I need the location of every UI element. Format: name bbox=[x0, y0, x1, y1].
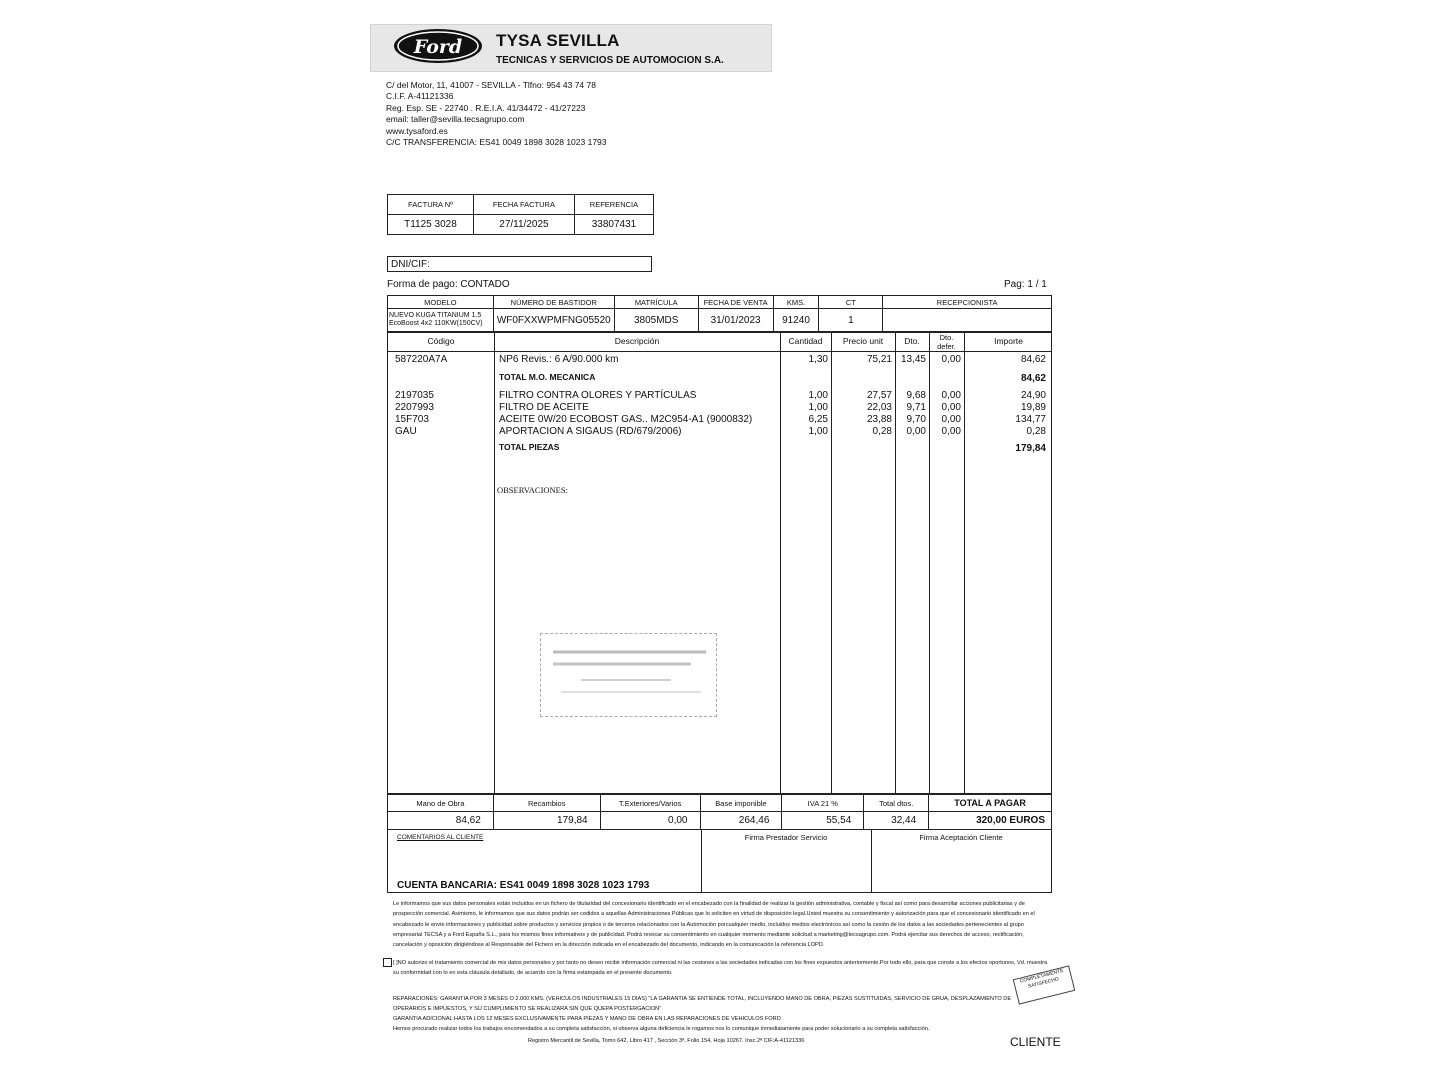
line-defer: 0,00 bbox=[941, 414, 961, 425]
line-importe: 24,90 bbox=[1020, 390, 1046, 401]
modelo-line: EcoBoost 4x2 110KW(150CV) bbox=[389, 320, 483, 327]
firma-cliente: Firma Aceptación Cliente bbox=[919, 833, 1003, 842]
line-precio: 22,03 bbox=[866, 402, 892, 413]
total-piezas-value: 179,84 bbox=[1015, 443, 1046, 454]
totals-header: IVA 21 % bbox=[782, 795, 864, 812]
line-cantidad: 1,00 bbox=[808, 390, 828, 401]
totals-header: Mano de Obra bbox=[388, 795, 494, 812]
registro-mercantil: Registro Mercantil de Sevilla, Tomo 642, Libro 417 , Sección 3ª, Folio 154, Hoja 10267. Insc.2ª CIF:A-41121336 bbox=[528, 1038, 805, 1044]
address-line: Reg. Esp. SE - 22740 . R.E.I.A. 41/34472 - 41/27223 bbox=[386, 102, 586, 113]
line-precio: 0,28 bbox=[872, 426, 892, 437]
dto-defer-line2: defer. bbox=[937, 342, 956, 351]
line-precio: 27,57 bbox=[866, 390, 892, 401]
line-descripcion: NP6 Revis.: 6 A/90.000 km bbox=[499, 354, 619, 365]
reparaciones-block bbox=[393, 994, 1033, 1034]
line-descripcion: ACEITE 0W/20 ECOBOST GAS.. M2C954-A1 (9000832) bbox=[499, 414, 753, 425]
line-descripcion: APORTACION A SIGAUS (RD/679/2006) bbox=[499, 426, 682, 437]
vehicle-kms: 91240 bbox=[773, 309, 819, 332]
dto-defer-line1: Dto. bbox=[939, 333, 954, 342]
total-dtos: 32,44 bbox=[864, 812, 929, 830]
total-iva: 55,54 bbox=[782, 812, 864, 830]
vehicle-header: MODELO bbox=[388, 296, 494, 309]
line-codigo: GAU bbox=[395, 426, 417, 437]
total-a-pagar: 320,00 EUROS bbox=[929, 812, 1052, 830]
address-line: C/ del Motor, 11, 41007 - SEVILLA - Tlfno: 954 43 74 78 bbox=[386, 80, 596, 90]
totals-header: Base imponible bbox=[700, 795, 782, 812]
forma-pago: Forma de pago: CONTADO bbox=[387, 279, 510, 290]
address-line: C.I.F. A-41121336 bbox=[386, 91, 454, 102]
vehicle-header: MATRÍCULA bbox=[614, 296, 698, 309]
line-dto: 9,71 bbox=[906, 402, 926, 413]
totals-table bbox=[387, 794, 1052, 830]
ford-logo bbox=[392, 27, 484, 65]
company-address bbox=[386, 80, 607, 148]
vehicle-recepcionista bbox=[883, 309, 1052, 332]
line-defer: 0,00 bbox=[941, 426, 961, 437]
line-codigo: 2197035 bbox=[395, 390, 434, 401]
reparaciones-text: REPARACIONES: GARANTIA POR 3 MESES O 2.000 KMS. (VEHICULOS INDUSTRIALES 15 DIAS) "LA GARANTIA SE ENTIENDE TOTAL, INCLUYENDO MANO DE OBRA, PIEZAS SUSTITUIDAS, SERVICIO DE GRUA, DESPLAZAMIENTO DE OPERARIOS E IMPUESTOS, Y SU CUMPLIMIENTO SE REALIZARA SIN QUE QUEPA POSTERGACION" bbox=[393, 996, 1012, 1012]
vehicle-header: FECHA DE VENTA bbox=[698, 296, 773, 309]
line-defer: 0,00 bbox=[941, 390, 961, 401]
signature-area bbox=[387, 829, 1052, 893]
line-codigo: 587220A7A bbox=[395, 354, 448, 365]
satisfecho-stamp: COMPLETAMENTE SATISFECHO bbox=[1013, 965, 1076, 1004]
factura-label: FACTURA Nº bbox=[388, 195, 474, 215]
line-importe: 0,28 bbox=[1026, 426, 1046, 437]
line-cantidad: 6,25 bbox=[808, 414, 828, 425]
total-mo-value: 84,62 bbox=[1020, 373, 1046, 384]
line-codigo: 2207993 bbox=[395, 402, 434, 413]
total-recambios: 179,84 bbox=[493, 812, 600, 830]
factura-value: T1125 3028 bbox=[388, 215, 474, 235]
page-number: Pag: 1 / 1 bbox=[1004, 279, 1047, 290]
comentarios-label: COMENTARIOS AL CLIENTE bbox=[397, 834, 484, 841]
modelo-line: NUEVO KUGA TITANIUM 1.5 bbox=[389, 312, 482, 319]
vehicle-table bbox=[387, 295, 1052, 332]
logo-text: Ford bbox=[413, 36, 463, 58]
address-line: C/C TRANSFERENCIA: ES41 0049 1898 3028 1023 1793 bbox=[386, 137, 607, 148]
legal-no-autorizo: [ ]NO autorizo el tratamiento comercial de mis datos personales y por tanto no deseo recibir información comercial ni las cesiones a las sociedades indicadas con los fines expuestos anteriormente.Por todo ello, para que conste a los efectos oportunos, Vd. muestra su conformidad con lo en esta cláusula detallado, de acuerdo con la firma estampada en el presente documento. bbox=[393, 960, 1048, 977]
col-header-dto-defer bbox=[929, 333, 964, 351]
col-header-precio: Precio unit bbox=[842, 336, 884, 346]
total-base: 264,46 bbox=[700, 812, 782, 830]
fecha-value: 27/11/2025 bbox=[473, 215, 574, 235]
legal-lopd: Le informamos que sus datos personales están incluidos en un fichero de titularidad del concesionario identificado en el encabezado con la finalidad de realizar la gestión administrativa, contable y fiscal así como para desarrollar acciones publicitarias y de prospección comercial. Asimismo, le informamos que sus datos podrán ser cedidos a aquellas Administraciones Públicas que lo soliciten en virtud de disposición legal.Usted muestra su consentimiento y autorización para que el concesionario identificado en el encabezado le envíe informaciones y publicidad sobre productos y servicios propios o de terceros relacionados con la Automoción porcualquier medio, incluidos medios electrónicos así como la cesión de los datos a las sociedades pertenecientes al grupo empresarial TECSA y a Ford España S.L., para los mismos fines informativos y de publicidad. Podrá revocar su consentimiento en cualquier momento mediante solicitud a marketing@tecsagrupo.com. Podrá ejercitar sus derechos de acceso, rectificación, cancelación y oposición dirigiéndose al Responsable del Fichero en la dirección indicada en el encabezado del documento, indicando en la comunicación la referencia LOPD. bbox=[393, 901, 1035, 949]
lopd-checkbox[interactable] bbox=[383, 958, 392, 967]
vehicle-bastidor: WF0FXXWPMFNG05520 bbox=[493, 309, 614, 332]
line-cantidad: 1,30 bbox=[808, 354, 828, 365]
totals-header: T.Exteriores/Varios bbox=[600, 795, 700, 812]
totals-header-total: TOTAL A PAGAR bbox=[929, 795, 1052, 812]
line-cantidad: 1,00 bbox=[808, 426, 828, 437]
header-divider bbox=[388, 351, 1051, 352]
vehicle-ct: 1 bbox=[819, 309, 883, 332]
total-exteriores: 0,00 bbox=[600, 812, 700, 830]
line-dto: 9,68 bbox=[906, 390, 926, 401]
company-subtitle: TECNICAS Y SERVICIOS DE AUTOMOCION S.A. bbox=[496, 55, 724, 66]
referencia-value: 33807431 bbox=[574, 215, 653, 235]
procurado-text: Hemos procurado realizar todos los trabajos encomendados a su completa satisfacción, si observa alguna deficiencia le rogamos nos lo comunique inmediatamente para poder solucionarlo a su completa satisfacción. bbox=[393, 1026, 930, 1032]
faded-stamp bbox=[540, 633, 717, 717]
faded-stamp-graphic bbox=[541, 634, 716, 716]
column-divider bbox=[494, 333, 495, 793]
line-precio: 75,21 bbox=[866, 354, 892, 365]
company-name: TYSA SEVILLA bbox=[496, 31, 620, 50]
line-importe: 19,89 bbox=[1020, 402, 1046, 413]
line-codigo: 15F703 bbox=[395, 414, 429, 425]
vehicle-fecha-venta: 31/01/2023 bbox=[698, 309, 773, 332]
vehicle-modelo bbox=[388, 309, 494, 332]
total-piezas-label: TOTAL PIEZAS bbox=[499, 442, 560, 452]
total-mano-obra: 84,62 bbox=[388, 812, 494, 830]
vehicle-header: CT bbox=[819, 296, 883, 309]
line-precio: 23,88 bbox=[866, 414, 892, 425]
garantia-text: GARANTIA ADICIONAL HASTA LOS 12 MESES EXCLUSIVAMENTE PARA PIEZAS Y MANO DE OBRA EN LAS REPARACIONES DE VEHICULOS FORD bbox=[393, 1016, 781, 1022]
col-header-importe: Importe bbox=[994, 336, 1023, 346]
vehicle-header: RECEPCIONISTA bbox=[883, 296, 1052, 309]
col-header-cantidad: Cantidad bbox=[788, 336, 823, 346]
firma-prestador: Firma Prestador Servicio bbox=[744, 833, 828, 842]
observaciones-label: OBSERVACIONES: bbox=[497, 485, 568, 495]
vehicle-header: NÚMERO DE BASTIDOR bbox=[493, 296, 614, 309]
vehicle-matricula: 3805MDS bbox=[614, 309, 698, 332]
line-importe: 134,77 bbox=[1015, 414, 1046, 425]
cliente-copy-label: CLIENTE bbox=[1010, 1035, 1061, 1049]
referencia-label: REFERENCIA bbox=[574, 195, 653, 215]
totals-header: Recambios bbox=[493, 795, 600, 812]
line-defer: 0,00 bbox=[941, 402, 961, 413]
col-header-codigo: Código bbox=[427, 336, 455, 346]
line-importe: 84,62 bbox=[1020, 354, 1046, 365]
dni-box: DNI/CIF: bbox=[387, 256, 652, 272]
invoice-lines-area bbox=[387, 332, 1052, 794]
line-defer: 0,00 bbox=[941, 354, 961, 365]
address-line: email: taller@sevilla.tecsagrupo.com bbox=[386, 114, 525, 125]
col-header-dto: Dto. bbox=[904, 336, 920, 346]
line-dto: 9,70 bbox=[906, 414, 926, 425]
line-dto: 13,45 bbox=[900, 354, 926, 365]
vehicle-header: KMS. bbox=[773, 296, 819, 309]
fecha-label: FECHA FACTURA bbox=[473, 195, 574, 215]
line-dto: 0,00 bbox=[906, 426, 926, 437]
invoice-reference-table bbox=[387, 194, 654, 235]
cuenta-bancaria: CUENTA BANCARIA: ES41 0049 1898 3028 1023 1793 bbox=[397, 880, 650, 891]
col-header-descripcion: Descripción bbox=[614, 336, 660, 346]
line-descripcion: FILTRO DE ACEITE bbox=[499, 402, 589, 413]
totals-header: Total dtos. bbox=[864, 795, 929, 812]
total-mo-label: TOTAL M.O. MECANICA bbox=[499, 372, 596, 382]
address-line: www.tysaford.es bbox=[386, 125, 448, 136]
line-cantidad: 1,00 bbox=[808, 402, 828, 413]
line-descripcion: FILTRO CONTRA OLORES Y PARTÍCULAS bbox=[499, 390, 697, 401]
